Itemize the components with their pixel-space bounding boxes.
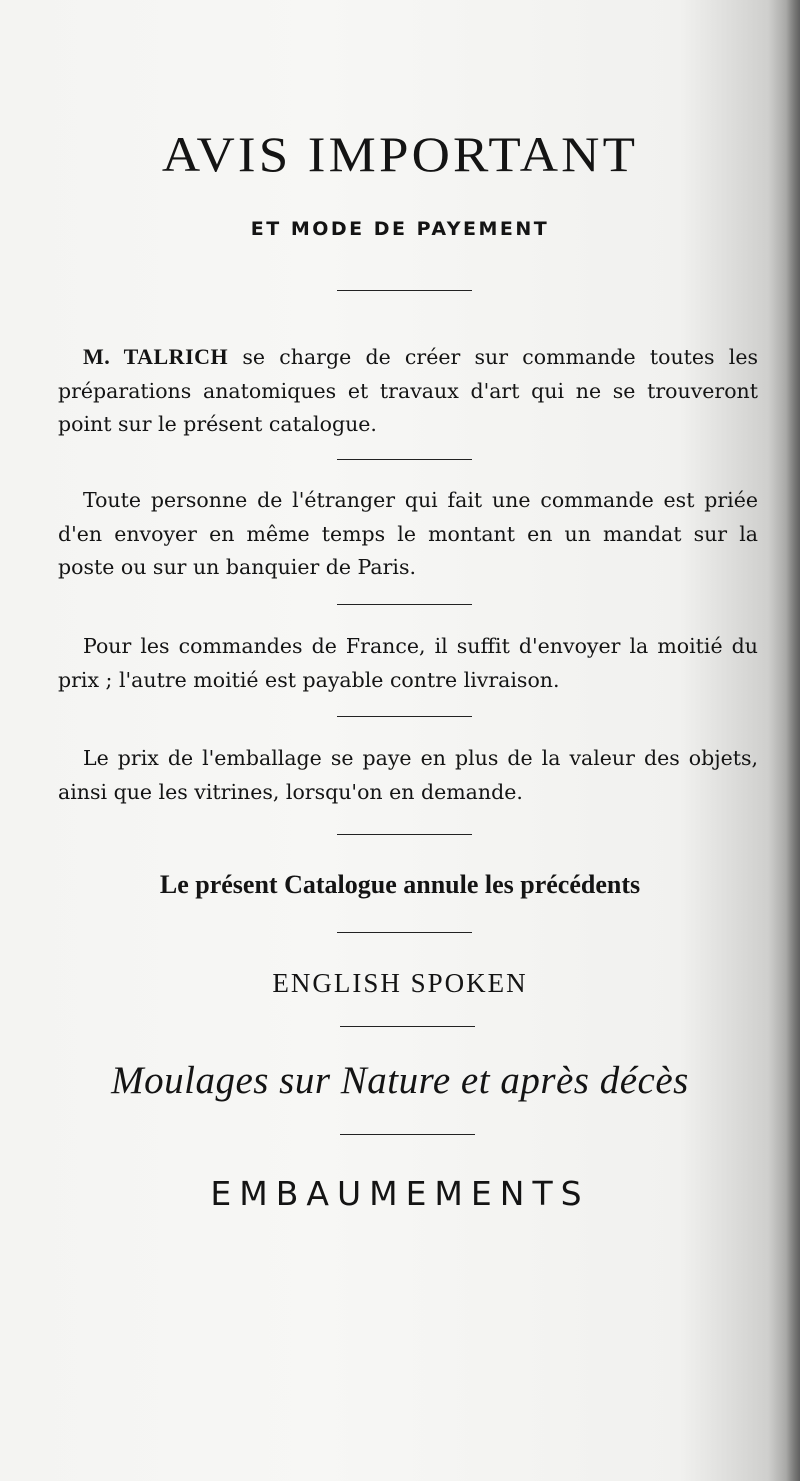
page-title: AVIS IMPORTANT	[161, 126, 639, 182]
paragraph-text: Toute personne de l'étranger qui fait une commande est priée d'en envoyer en même temps le montant en un mandat sur la poste ou sur un banquier de Paris.	[58, 488, 758, 579]
divider-rule	[337, 290, 472, 291]
paragraph-foreign-orders	[58, 484, 758, 585]
paragraph-talrich	[58, 340, 758, 442]
page-subtitle: ET MODE DE PAYEMENT	[250, 218, 550, 240]
paragraph-text: se charge de créer sur commande toutes les préparations anatomiques et travaux d'art qui ne se trouveront point sur le présent catalogue.	[58, 345, 758, 436]
divider-rule	[340, 1026, 475, 1027]
divider-rule	[337, 716, 472, 717]
paragraph-text: Le prix de l'emballage se paye en plus de la valeur des objets, ainsi que les vitrines, lorsqu'on en demande.	[58, 746, 758, 804]
divider-rule	[337, 604, 472, 605]
catalogue-notice: Le présent Catalogue annule les précédents	[159, 870, 641, 899]
paragraph-packaging	[58, 742, 758, 809]
moulages-heading: Moulages sur Nature et après décès	[111, 1059, 689, 1102]
paragraph-lead-name: M. TALRICH	[83, 344, 229, 369]
english-spoken: ENGLISH SPOKEN	[272, 968, 528, 998]
embaumements-heading: EMBAUMEMENTS	[210, 1174, 590, 1213]
divider-rule	[337, 459, 472, 460]
divider-rule	[340, 1134, 475, 1135]
divider-rule	[337, 834, 472, 835]
divider-rule	[337, 932, 472, 933]
paragraph-text: Pour les commandes de France, il suffit d'envoyer la moitié du prix ; l'autre moitié est payable contre livraison.	[58, 634, 758, 692]
paragraph-france-orders	[58, 630, 758, 697]
